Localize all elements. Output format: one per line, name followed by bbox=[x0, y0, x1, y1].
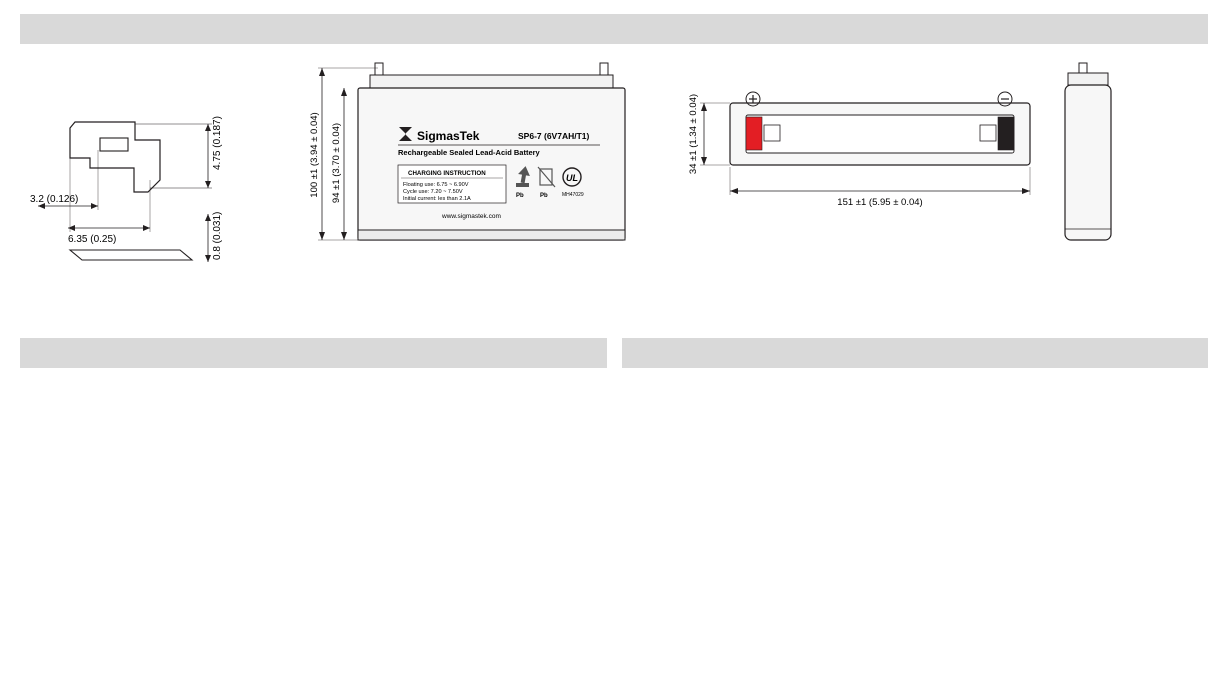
terminal-height-dim: 4.75 (0.187) bbox=[212, 116, 223, 170]
battery-model: SP6-7 (6V7AH/T1) bbox=[518, 131, 590, 141]
self-discharge-header bbox=[622, 338, 1208, 368]
top-view-length-dim: 151 ±1 (5.95 ± 0.04) bbox=[837, 197, 923, 208]
top-view-height-dim: 34 ±1 (1.34 ± 0.04) bbox=[688, 93, 699, 175]
charging-instruction-title: CHARGING INSTRUCTION bbox=[408, 170, 486, 177]
charging-line-3: Initial current: les than 2.1A bbox=[403, 196, 471, 202]
terminal-width-small-dim: 3.2 (0.126) bbox=[30, 194, 79, 205]
pb-label-1: Pb bbox=[516, 193, 524, 199]
cycle-service-life-chart bbox=[20, 380, 600, 665]
terminal-width-large-dim: 6.35 (0.25) bbox=[68, 234, 117, 245]
ul-code: MH47029 bbox=[562, 192, 584, 198]
svg-text:UL: UL bbox=[566, 173, 578, 183]
case-height-dim: 94 ±1 (3.70 ± 0.04) bbox=[331, 122, 342, 204]
battery-subtitle: Rechargeable Sealed Lead-Acid Battery bbox=[398, 148, 540, 157]
terminal-thickness-dim: 0.8 (0.031) bbox=[212, 211, 223, 260]
self-discharge-chart bbox=[622, 380, 1202, 665]
cycle-service-life-header bbox=[20, 338, 607, 368]
total-height-dim: 100 ±1 (3.94 ± 0.04) bbox=[309, 112, 320, 198]
battery-brand: SigmasTek bbox=[417, 129, 480, 143]
battery-side-view bbox=[1050, 55, 1160, 270]
battery-front-view bbox=[300, 55, 650, 270]
battery-top-view bbox=[660, 75, 1040, 225]
t1-terminal-drawing bbox=[30, 110, 280, 300]
charging-line-2: Cycle use: 7.20 ~ 7.50V bbox=[403, 189, 463, 195]
battery-website: www.sigmastek.com bbox=[442, 213, 501, 220]
pb-label-2: Pb bbox=[540, 193, 548, 199]
dimensions-section-header bbox=[20, 14, 1208, 44]
charging-line-1: Floating use: 6.75 ~ 6.90V bbox=[403, 182, 469, 188]
